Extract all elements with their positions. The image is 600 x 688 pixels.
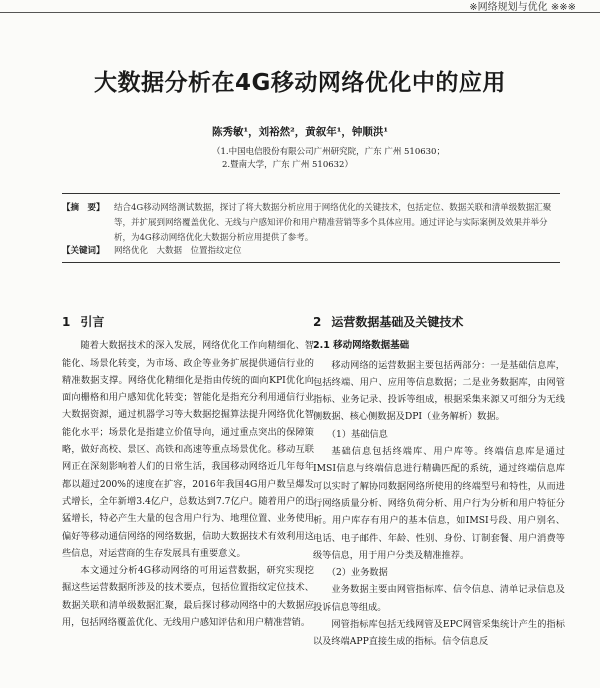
body-paragraph: 本文通过分析4G移动网络的可用运营数据，研究实现挖掘这些运营数据所涉及的技术要点，包括位置指纹定位技术、数据关联和清单级数据汇聚，最后探讨移动网络中的大数据应用，包括网络覆盖优化、无线用户感知评估和用户精准营销。 <box>62 565 314 629</box>
body-paragraph: 随着大数据技术的深入发展，网络优化工作向精细化、智能化、场景化转变，为市场、政企等业务扩展提供通信行业的精准数据支撑。网络优化精细化是指由传统的面向KPI优化向面向栅格和用户感知优化转变；智能化是指充分利用通信行业大数据资源，通过机器学习等大数据挖掘算法提升网络优化智能化水平；场景化是指建立价值导向，通过重点突出的保障策略，做好高校、景区、高铁和高速等重点场景优化。移动互联网正在深刻影响着人们的日常生活，我国移动网络近几年每年都以超过200%的速度在扩容，2016年我国4G用户数呈爆发式增长，全年新增3.4亿户，总数达到7.7亿户。随着用户的迅猛增长，特必产生大量的包含用户行为、地理位置、业务使用偏好等移动通信网络的网络数据，信助大数据技术有效利用这些信息，对运营商的生存发展具有重要意义。 <box>62 340 314 559</box>
left-column <box>62 310 314 631</box>
right-column <box>313 310 565 651</box>
list-item-label: （1）基础信息 <box>326 428 388 440</box>
abstract-label: 【摘 要】 <box>62 203 105 213</box>
body-paragraph: 基础信息包括终端库、用户库等。终端信息库是通过IMSI信息与终端信息进行精确匹配的系统，通过终端信息库可以实时了解协同数据网络所使用的终端型号和特性，从而进行网络质量分析、网络负荷分析、用户行为分析和用户特征分析。用户库存有用户的基本信息，如IMSI号段、用户别名、电话、电子邮件、年龄、性别、身份、订制套餐、用户消费等级等信息，用于用户分类及精准推荐。 <box>313 446 565 561</box>
body-paragraph: 业务数据主要由网管指标库、信令信息、清单记录信息及投诉信息等组成。 <box>313 584 565 613</box>
section-heading <box>62 314 314 331</box>
section-number: 2 <box>313 315 322 329</box>
section-title: 运营数据基础及关键技术 <box>331 315 464 329</box>
affiliation-line: 2.暨南大学，广东 广州 510632） <box>222 160 353 170</box>
abstract-text: 结合4G移动网络测试数据，探讨了将大数据分析应用于网络优化的关键技术，包括定位、数据关联和清单级数据汇聚等，并扩展到网络覆盖优化、无线与户感知评价和用户精准营销等多个具体应用。通过评论与实际案例及效果并举分析，为4G移动网络优化大数据分析应用提供了参考。 <box>114 203 552 243</box>
abstract-bottom-rule <box>62 262 560 263</box>
running-header-text: ※网络规划与优化 ※※※ <box>469 2 576 13</box>
section-title: 引言 <box>80 315 105 329</box>
running-header <box>0 0 600 13</box>
list-item-label: （2）业务数据 <box>326 567 388 579</box>
paper-title: 大数据分析在4G移动网络优化中的应用 <box>94 70 506 96</box>
affiliation-line: （1.中国电信股份有限公司广州研究院，广东 广州 510630； <box>212 147 445 157</box>
author-list: 陈秀敏¹，刘裕然²，黄叙年¹，钟顺洪¹ <box>212 126 388 138</box>
body-paragraph: 移动网络的运营数据主要包括两部分：一是基础信息库，包括终端、用户、应用等信息数据；二是业务数据库，由网管指标、业务记录、投诉等组成，根据采集来源又可细分为无线侧数据、核心侧数据及DPI（业务解析）数据。 <box>313 359 565 423</box>
keywords-text: 网络优化 大数据 位置指纹定位 <box>114 246 242 256</box>
abstract-top-rule <box>62 193 560 194</box>
keywords-label: 【关键词】 <box>62 246 105 256</box>
subsection-heading: 2.1 移动网络数据基础 <box>313 340 410 352</box>
body-paragraph: 网管指标库包括无线网管及EPC网管采集统计产生的指标以及终端APP直接生成的指标。信令信息反 <box>313 619 565 648</box>
section-number: 1 <box>62 315 71 329</box>
keywords-block <box>62 244 560 259</box>
affiliations <box>212 146 445 172</box>
section-heading <box>313 314 565 331</box>
abstract-block <box>62 201 560 246</box>
